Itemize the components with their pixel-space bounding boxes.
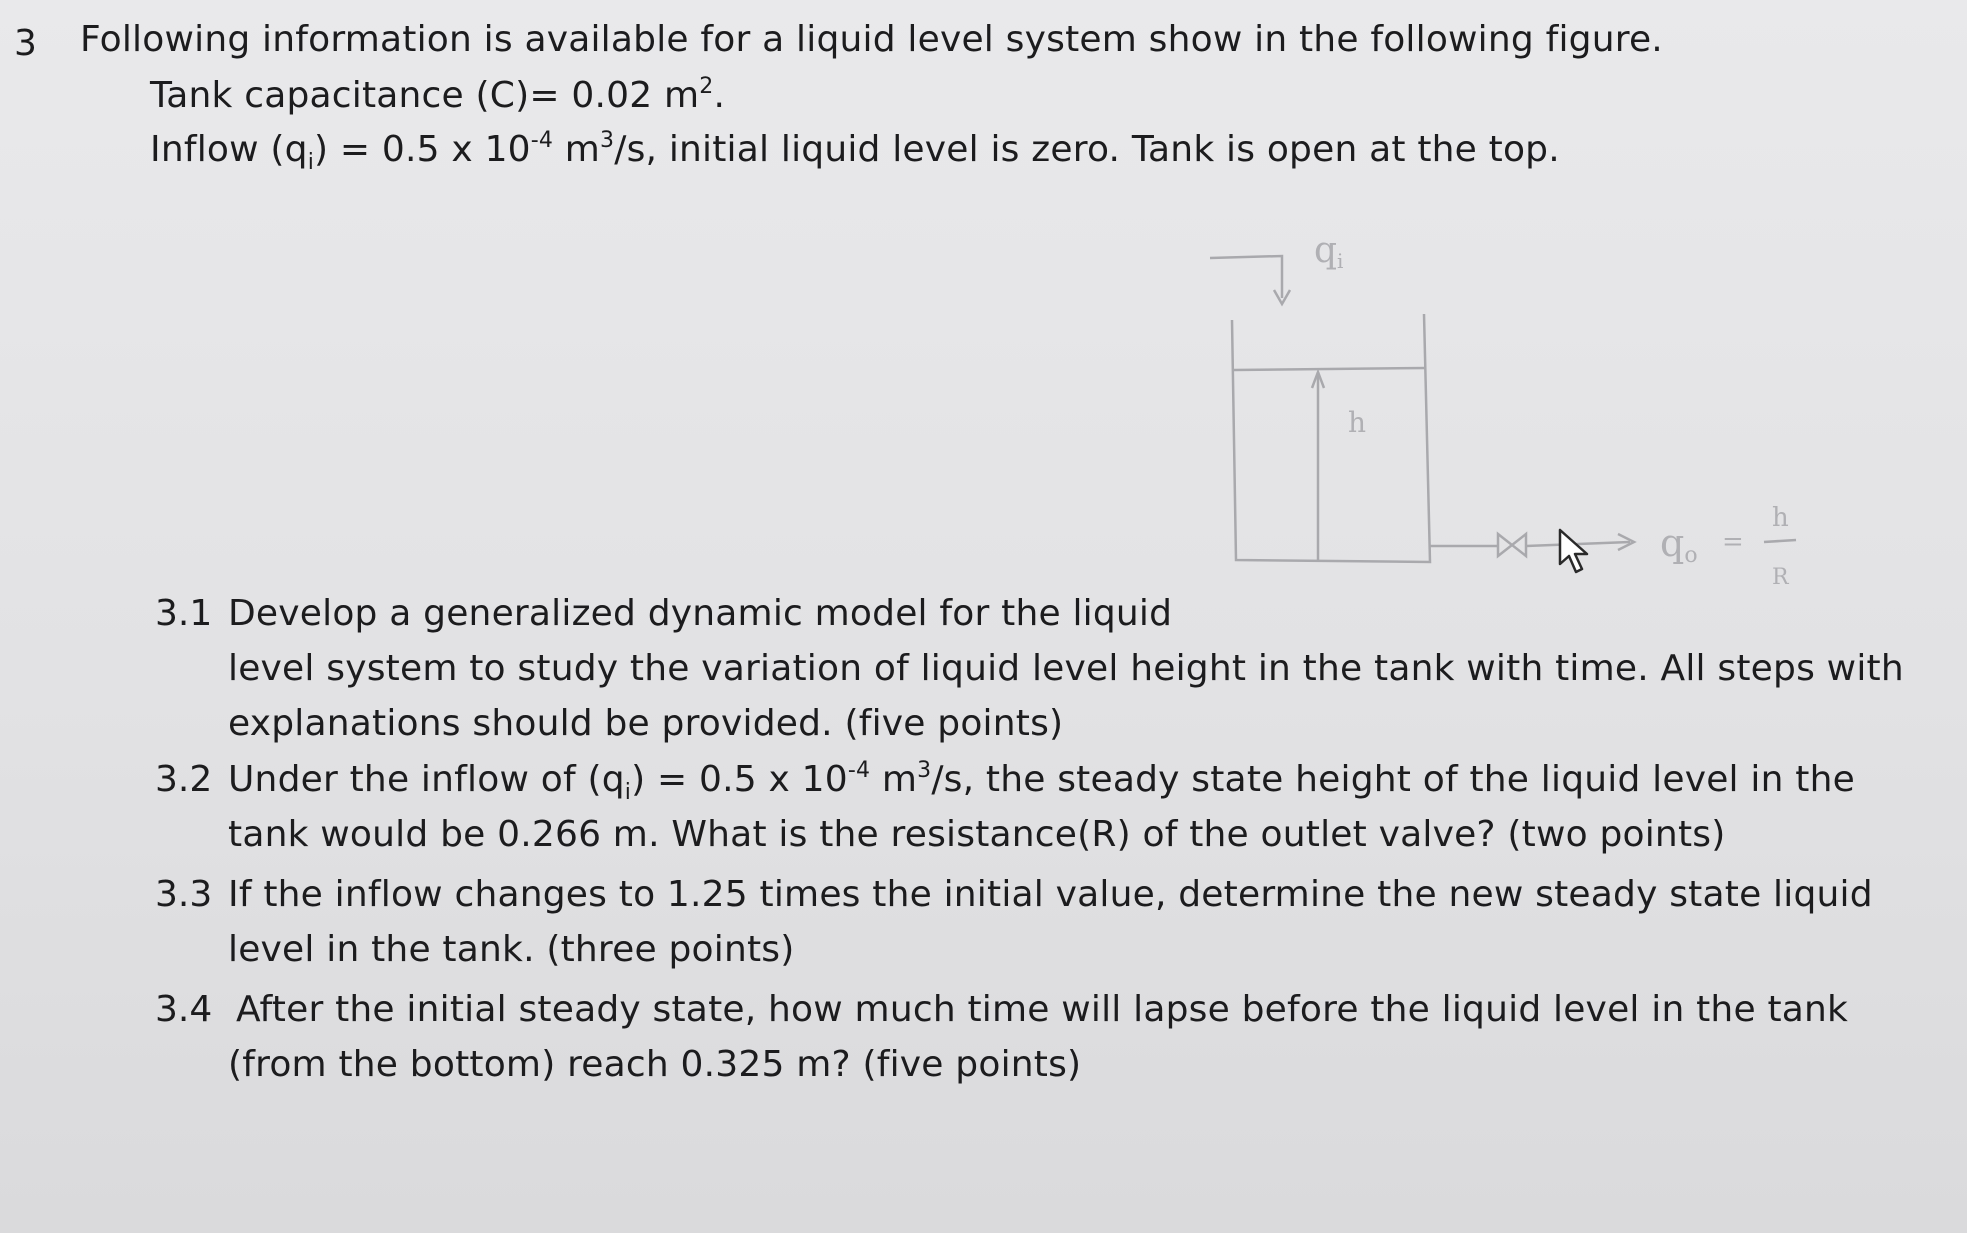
capacitance-end: . bbox=[713, 75, 726, 116]
fraction-numerator: h bbox=[1772, 503, 1789, 533]
question-number: 3 bbox=[14, 23, 37, 64]
sub32-text-b: ) = 0.5 x 10 bbox=[631, 759, 848, 800]
subquestion-number-3-4: 3.4 bbox=[155, 989, 213, 1030]
inflow-label: qi bbox=[1314, 230, 1344, 273]
sub32-exponent-2: 3 bbox=[917, 758, 932, 783]
subquestion-3-1-line-1: Develop a generalized dynamic model for the liquid bbox=[228, 593, 1173, 634]
inflow-text-c: m bbox=[553, 129, 601, 170]
sub32-text-c: m bbox=[870, 759, 918, 800]
tank-walls bbox=[1232, 314, 1430, 562]
subquestion-number-3-1: 3.1 bbox=[155, 593, 213, 634]
subquestion-3-4-line-2: (from the bottom) reach 0.325 m? (five points) bbox=[228, 1044, 1082, 1085]
height-label: h bbox=[1348, 406, 1367, 439]
subquestion-3-2-line-1 bbox=[228, 758, 1855, 815]
subquestion-3-3-line-1: If the inflow changes to 1.25 times the initial value, determine the new steady state liquid bbox=[228, 874, 1873, 915]
sub32-text-d: /s, the steady state height of the liquid level in the bbox=[931, 759, 1855, 800]
subquestion-3-1-line-2: level system to study the variation of liquid level height in the tank with time. All steps with bbox=[228, 648, 1904, 689]
sub32-text-a: Under the inflow of (q bbox=[228, 759, 625, 800]
liquid-level-line bbox=[1234, 368, 1426, 370]
subquestion-3-4-line-1: After the initial steady state, how much time will lapse before the liquid level in the tank bbox=[236, 989, 1849, 1030]
equals-sign: = bbox=[1722, 527, 1744, 557]
tank-diagram-svg bbox=[1190, 220, 1830, 600]
fraction-bar bbox=[1764, 540, 1796, 542]
subquestion-number-3-3: 3.3 bbox=[155, 874, 213, 915]
subquestion-3-2-line-2: tank would be 0.266 m. What is the resistance(R) of the outlet valve? (two points) bbox=[228, 814, 1726, 855]
inflow-text-b: ) = 0.5 x 10 bbox=[314, 129, 531, 170]
fraction-denominator: R bbox=[1772, 565, 1789, 590]
tank-capacitance-line bbox=[150, 74, 725, 118]
mouse-cursor-icon bbox=[1556, 528, 1596, 578]
outlet-valve bbox=[1498, 534, 1526, 556]
inflow-exponent-2: 3 bbox=[600, 128, 615, 153]
inflow-pipe bbox=[1210, 256, 1282, 298]
inflow-text-a: Inflow (q bbox=[150, 129, 308, 170]
inflow-line bbox=[150, 128, 1560, 185]
inflow-exponent: -4 bbox=[530, 128, 554, 153]
subquestion-3-1-line-3: explanations should be provided. (five points) bbox=[228, 703, 1064, 744]
outflow-label: qo bbox=[1660, 521, 1698, 568]
capacitance-exponent: 2 bbox=[699, 74, 714, 99]
question-intro: Following information is available for a liquid level system show in the following figure. bbox=[80, 19, 1663, 60]
sub32-subscript: i bbox=[624, 780, 632, 806]
subquestion-number-3-2: 3.2 bbox=[155, 759, 213, 800]
subquestion-3-3-line-2: level in the tank. (three points) bbox=[228, 929, 795, 970]
tank-diagram bbox=[1190, 220, 1830, 600]
capacitance-text: Tank capacitance (C)= 0.02 m bbox=[150, 75, 700, 116]
inflow-subscript: i bbox=[307, 150, 315, 176]
inflow-text-d: /s, initial liquid level is zero. Tank is open at the top. bbox=[614, 129, 1560, 170]
sub32-exponent: -4 bbox=[847, 758, 871, 783]
